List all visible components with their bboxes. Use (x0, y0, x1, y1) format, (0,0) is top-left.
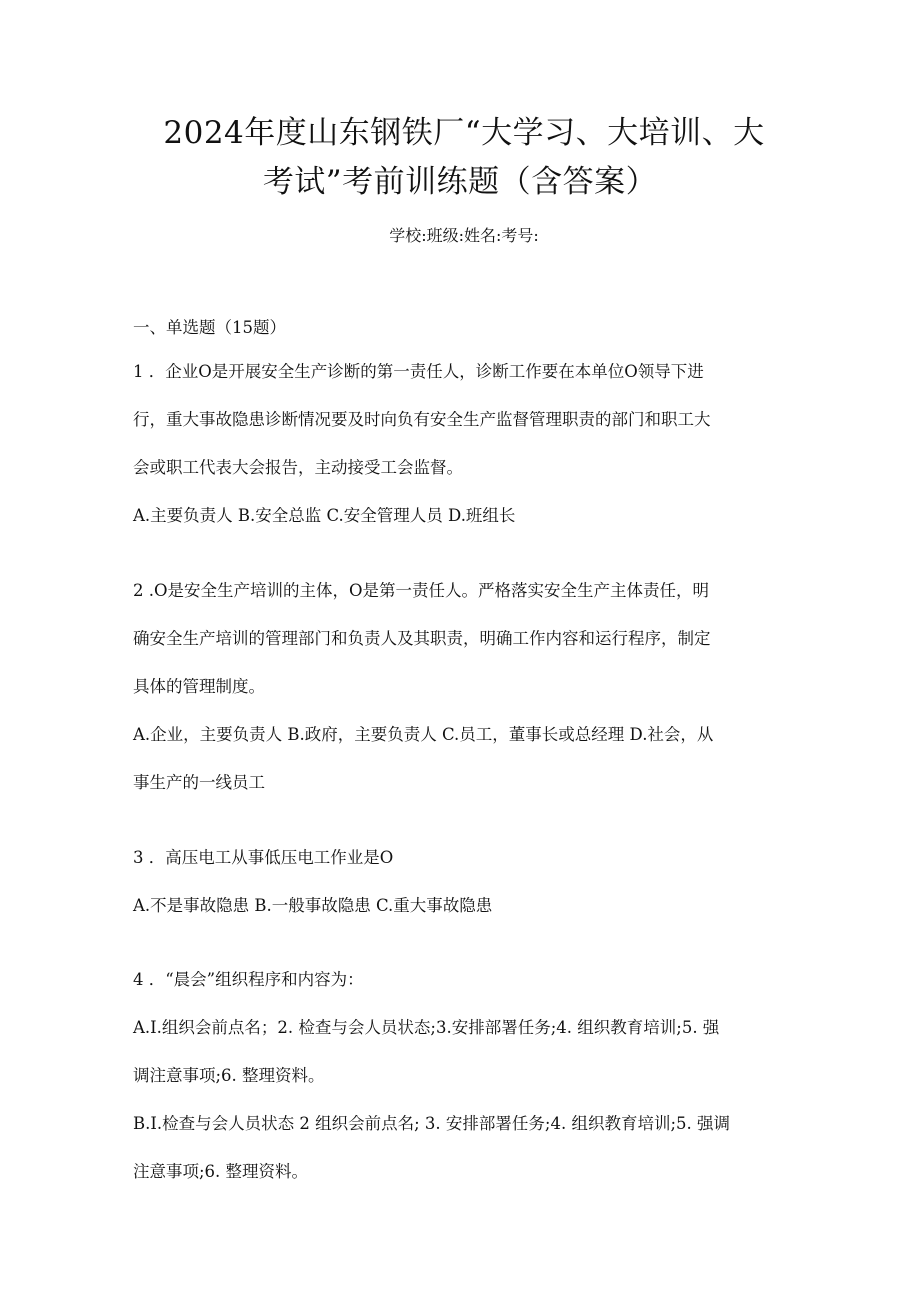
question-2-stem-line: 具体的管理制度。 (133, 677, 265, 696)
question-4-option-b (133, 1100, 793, 1196)
question-4-stem (133, 956, 793, 1004)
question-3-options-line: A.不是事故隐患 B.一般事故隐患 C.重大事故隐患 (133, 896, 493, 915)
question-3-options (133, 882, 793, 930)
question-4-stem-line: 4 ．“晨会”组织程序和内容为： (133, 970, 364, 989)
question-4-option-a-line: 调注意事项;6. 整理资料。 (133, 1066, 325, 1085)
question-1-stem-line: 会或职工代表大会报告，主动接受工会监督。 (133, 458, 463, 477)
question-2-stem-line: 确安全生产培训的管理部门和负责人及其职责，明确工作内容和运行程序，制定 (133, 629, 711, 648)
document-title-line-2: 考试”考前训练题（含答案） (262, 164, 658, 200)
question-1-options (133, 492, 793, 540)
question-2-stem-line: 2 .O是安全生产培训的主体，O是第一责任人。严格落实安全生产主体责任，明 (133, 581, 710, 600)
question-1-options-line: A.主要负责人 B.安全总监 C.安全管理人员 D.班组长 (133, 506, 516, 525)
document-title-line-1: 2024年度山东钢铁厂“大学习、大培训、大 (163, 115, 765, 151)
section-heading: 一、单选题（15题） (133, 318, 286, 337)
question-2-options-line: A.企业，主要负责人 B.政府，主要负责人 C.员工，董事长或总经理 D.社会，从 (133, 725, 714, 744)
question-2-options-line: 事生产的一线员工 (133, 773, 265, 792)
question-2-options (133, 711, 793, 807)
question-1-stem (133, 348, 793, 492)
question-1-stem-line: 1 ．企业O是开展安全生产诊断的第一责任人，诊断工作要在本单位O领导下进 (133, 362, 704, 381)
question-1-stem-line: 行，重大事故隐患诊断情况要及时向负有安全生产监督管理职责的部门和职工大 (133, 410, 711, 429)
question-2-stem (133, 567, 793, 711)
question-4-option-a-line: A.I.组织会前点名；2. 检查与会人员状态;3.安排部署任务;4. 组织教育培训;5. 强 (133, 1018, 720, 1037)
question-3-stem (133, 834, 793, 882)
question-4-option-b-line: 注意事项;6. 整理资料。 (133, 1162, 309, 1181)
question-4-option-b-line: B.I.检查与会人员状态 2 组织会前点名; 3. 安排部署任务;4. 组织教育培训;5. 强调 (133, 1114, 731, 1133)
student-info-line: 学校:班级:姓名:考号: (389, 226, 539, 245)
question-4-option-a (133, 1004, 793, 1100)
question-3-stem-line: 3 ．高压电工从事低压电工作业是O (133, 848, 394, 867)
